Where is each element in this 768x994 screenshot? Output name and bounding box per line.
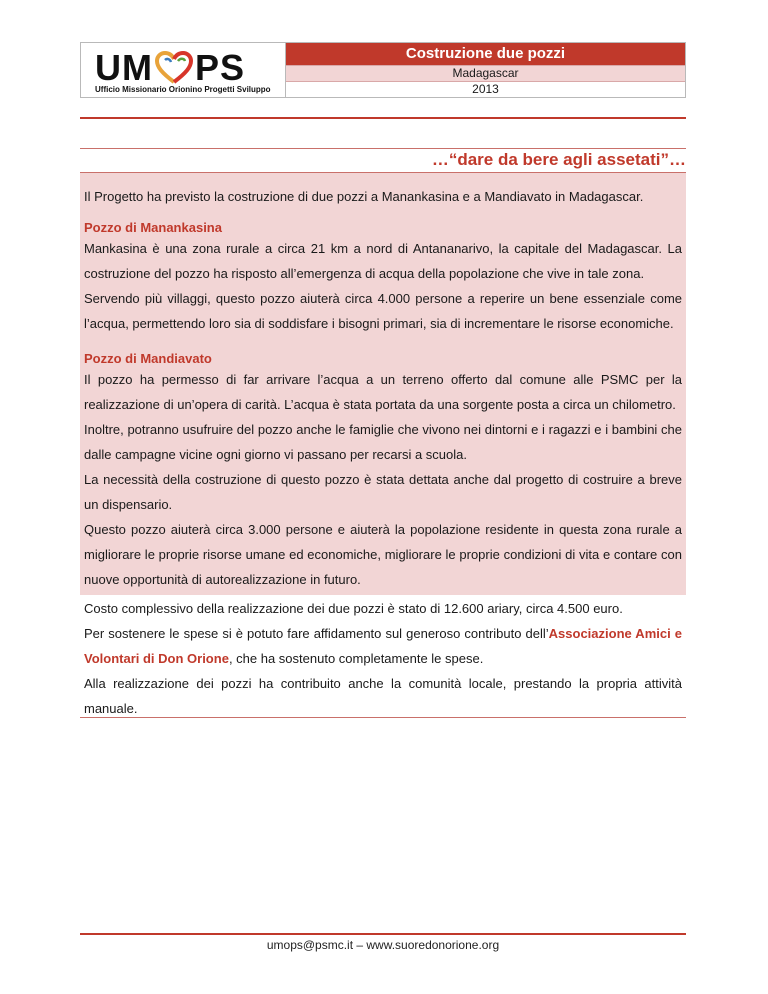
- document-title: Costruzione due pozzi: [286, 43, 685, 65]
- footer-contact: umops@psmc.it – www.suoredonorione.org: [266, 938, 500, 952]
- manankasina-paragraph-2: Servendo più villaggi, questo pozzo aiuterà circa 4.000 persone a reperire un bene essenziale come l’acqua, permettendo loro sia di soddisfare i bisogni primari, sia di incrementare le risorse economiche.: [84, 291, 682, 331]
- logo-subtitle: Ufficio Missionario Orionino Progetti Sviluppo: [95, 85, 271, 94]
- mandiavato-paragraph-2: Inoltre, potranno usufruire del pozzo anche le famiglie che vivono nei dintorni e i ragazzi e i bambini che dalle campagne vicine ogni giorno vi passano per recarsi a scuola.: [84, 422, 682, 462]
- section-heading-mandiavato: Pozzo di Mandiavato: [84, 351, 212, 366]
- header-title-cell: [286, 43, 685, 97]
- motto-divider-top: [80, 148, 686, 149]
- document-header: [80, 42, 686, 98]
- mandiavato-paragraph-1: Il pozzo ha permesso di far arrivare l’acqua a un terreno offerto dal comune alle PSMC per la realizzazione di un’opera di carità. L’acqua è stata portata da una sorgente posta a circa un chilometro.: [84, 372, 682, 412]
- motto: …“dare da bere agli assetati”…: [431, 150, 686, 169]
- association-name: Associazione Amici e Volontari di Don Orione: [84, 626, 682, 666]
- logo-right-text: PS: [195, 47, 246, 88]
- manankasina-paragraph-1: Mankasina è una zona rurale a circa 21 km a nord di Antananarivo, la capitale del Madagascar. La costruzione del pozzo ha risposto all’emergenza di acqua della popolazione che vive in tale zona.: [84, 241, 682, 281]
- mandiavato-paragraph-3: La necessità della costruzione di questo pozzo è stata dettata anche dal progetto di costruire a breve un dispensario.: [84, 472, 682, 512]
- support-text-after: , che ha sostenuto completamente le spese.: [228, 651, 484, 666]
- logo: [81, 43, 286, 97]
- section-heading-manankasina: Pozzo di Manankasina: [84, 220, 222, 235]
- projects-section: [80, 173, 686, 595]
- footer-divider: [80, 933, 686, 935]
- country-label: Madagascar: [286, 65, 685, 81]
- header-divider: [80, 117, 686, 119]
- support-paragraph: [84, 621, 682, 671]
- mandiavato-paragraph-4: Questo pozzo aiuterà circa 3.000 persone e aiuterà la popolazione residente in questa zona rurale a migliorare le proprie risorse umane ed economiche, migliorare le proprie condizioni di vita e contare con nuove opportunità di autorealizzazione in futuro.: [84, 522, 682, 587]
- cost-paragraph: Costo complessivo della realizzazione dei due pozzi è stato di 12.600 ariary, circa 4.500 euro.: [84, 601, 623, 616]
- logo-wordmark: [95, 47, 245, 89]
- intro-paragraph: Il Progetto ha previsto la costruzione di due pozzi a Manankasina e a Mandiavato in Madagascar.: [84, 189, 644, 204]
- community-paragraph: Alla realizzazione dei pozzi ha contribuito anche la comunità locale, prestando la propria attività manuale.: [84, 676, 682, 716]
- logo-left-text: UM: [95, 47, 153, 88]
- closing-section: [80, 596, 686, 721]
- heart-icon: [154, 51, 194, 85]
- support-text-before: Per sostenere le spese si è potuto fare affidamento sul generoso contributo dell’: [84, 626, 549, 641]
- closing-divider: [80, 717, 686, 718]
- year-label: 2013: [286, 81, 685, 97]
